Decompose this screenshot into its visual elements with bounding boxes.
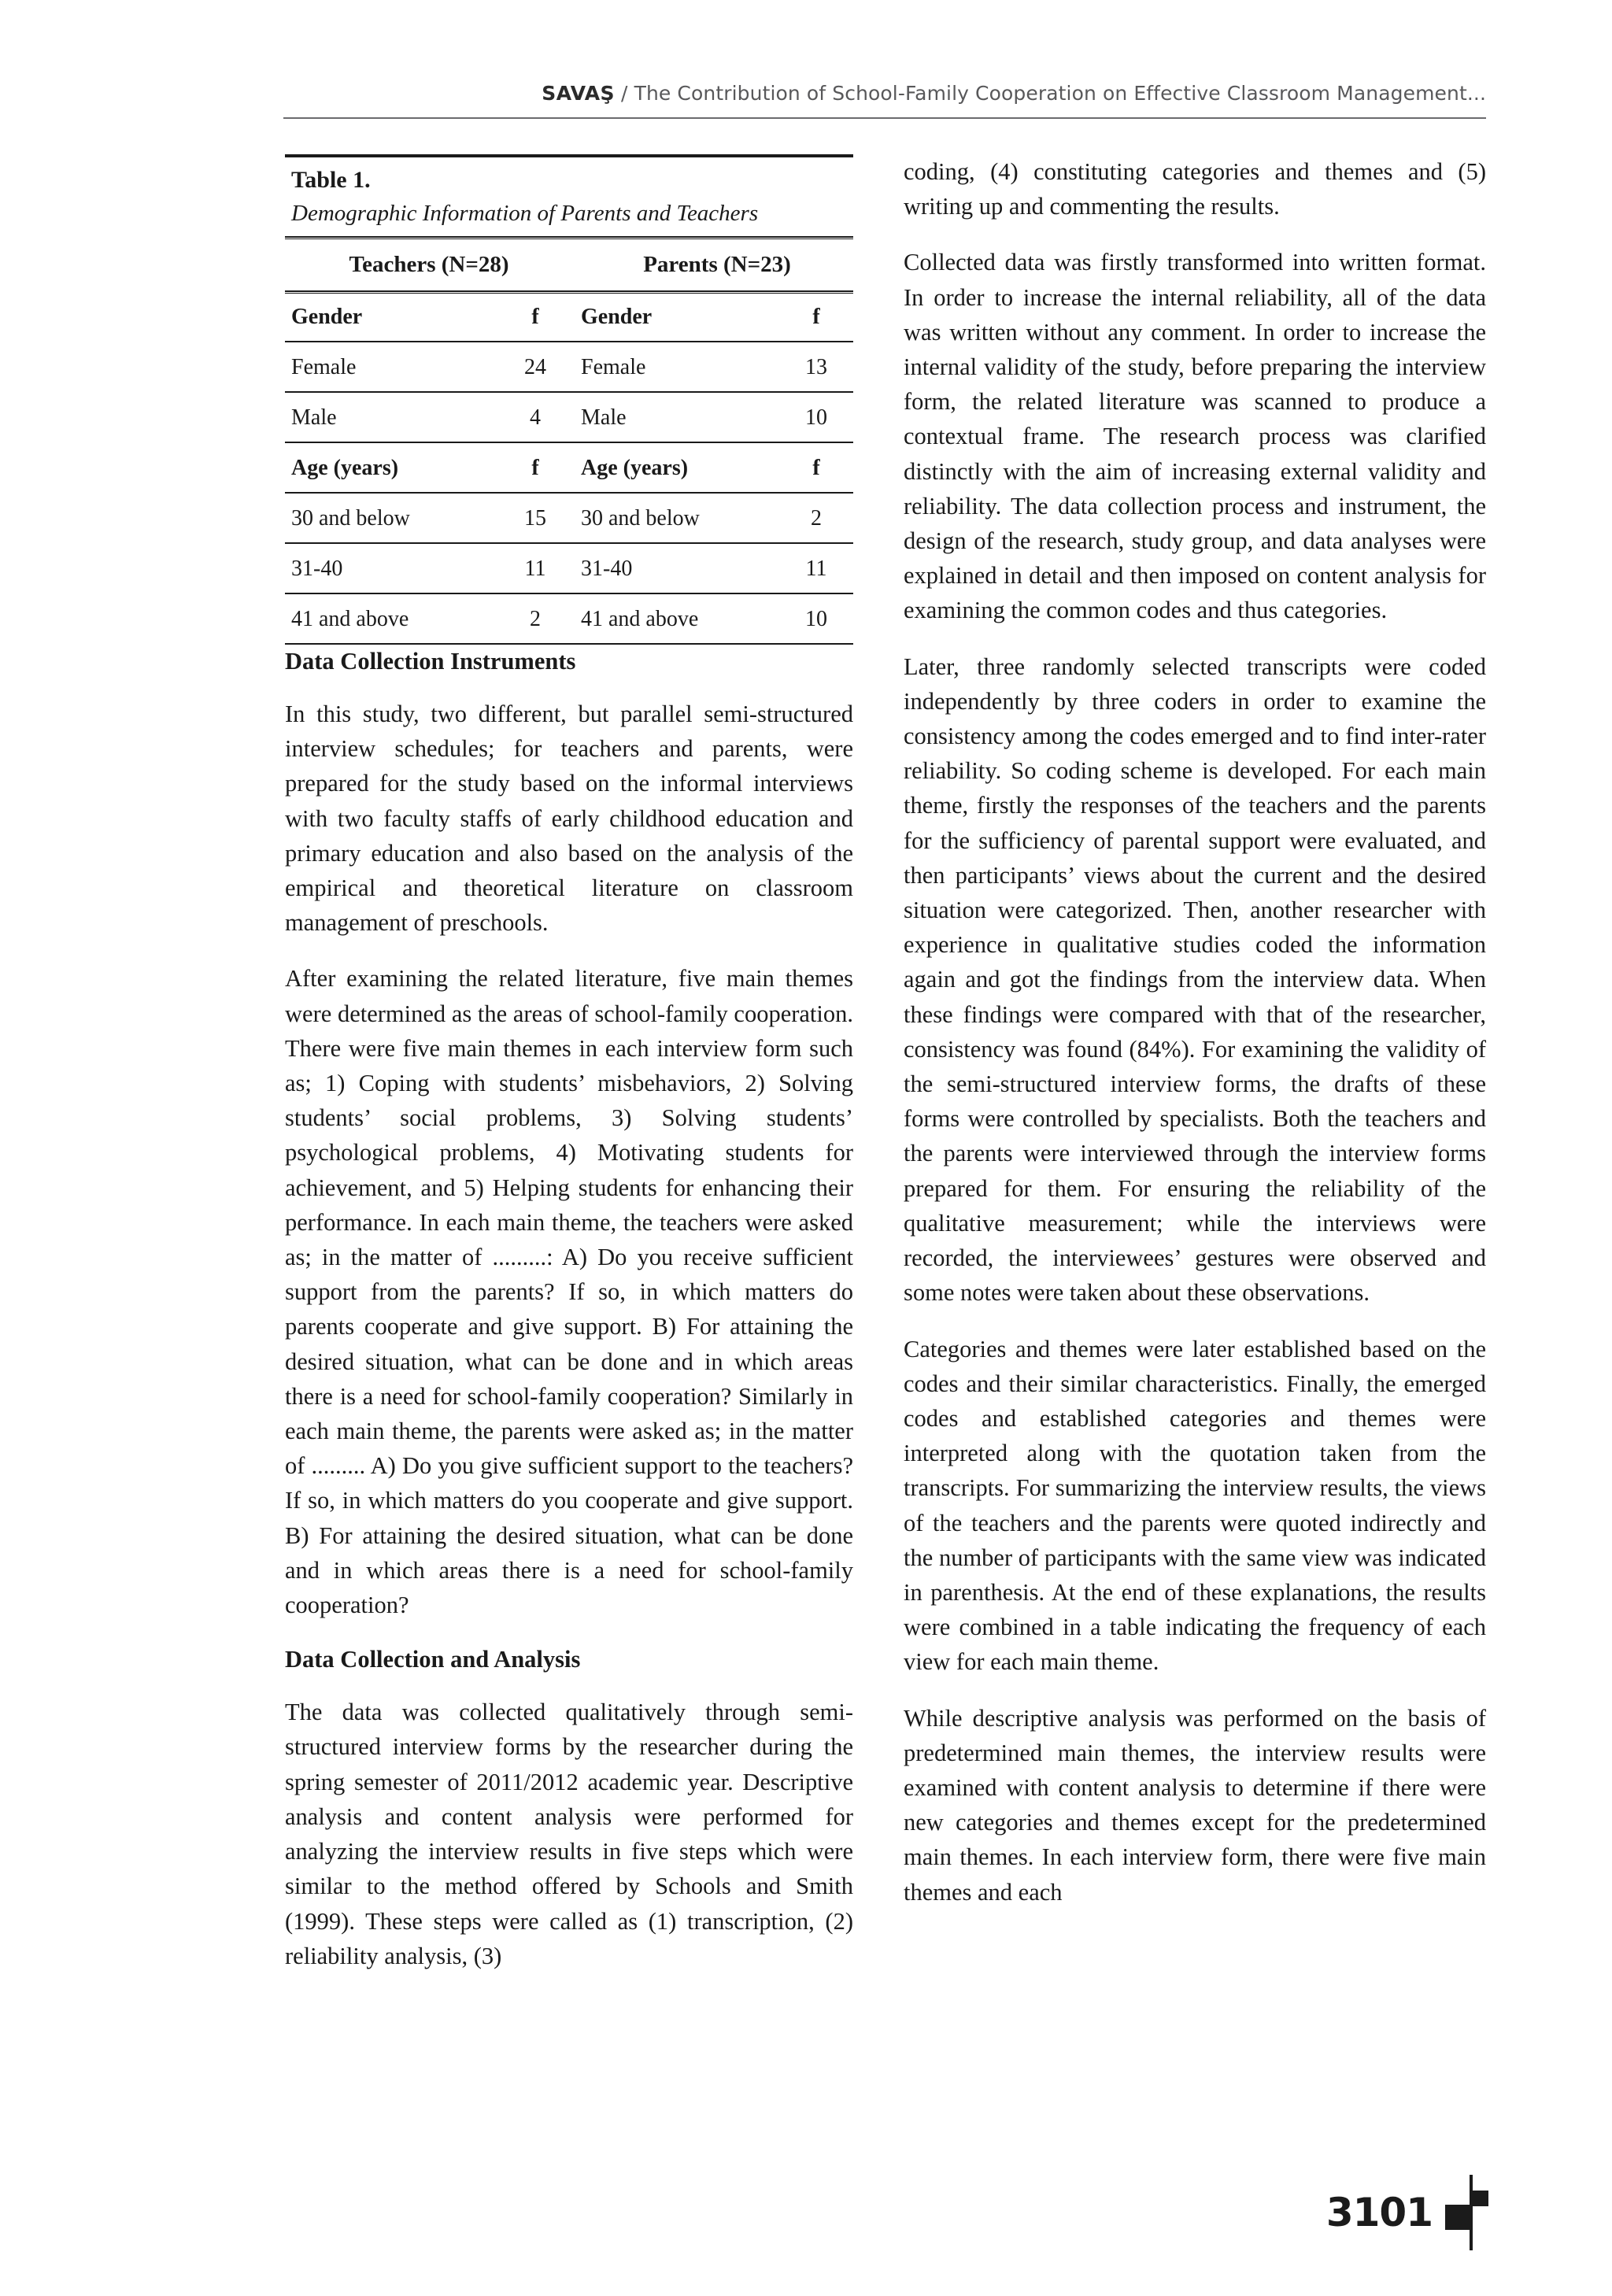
running-head-author: SAVAŞ <box>542 82 615 105</box>
running-head-title: The Contribution of School-Family Cooperation on Effective Classroom Management... <box>634 82 1486 105</box>
running-head-separator: / <box>614 82 634 105</box>
table-caption: Demographic Information of Parents and Teachers <box>291 201 759 226</box>
demographic-table <box>285 154 853 645</box>
table-row <box>285 294 853 342</box>
paragraph: In this study, two different, but parallel semi-structured interview schedules; for teachers and parents, were prepared for the study based on the informal interviews with two faculty staffs of early childhood education and primary education and also based on the analysis of the empirical and theoretical literature on classroom management of preschools. <box>285 701 853 937</box>
table-row <box>285 344 853 392</box>
cell-label: 31-40 <box>581 556 633 581</box>
running-head <box>283 82 1486 105</box>
cell-value: 11 <box>524 556 546 581</box>
cell-value: 2 <box>811 506 822 531</box>
cell-value: 15 <box>524 506 546 531</box>
table-row <box>285 495 853 543</box>
cell-label: 41 and above <box>581 607 699 631</box>
group-header-parents: Parents (N=23) <box>643 252 791 277</box>
table-group-header-row <box>285 239 853 290</box>
paragraph: Later, three randomly selected transcripts were coded independently by three coders in order to examine the consistency among the codes emerged and to find inter-rater reliability. So coding scheme is developed. For each main theme, firstly the responses of the teachers and the parents for the sufficiency of parental support were evaluated, and then participants’ views about the current and the desired situation were categorized. Then, another researcher with experience in qualitative studies coded the information again and got the findings from the interview data. When these findings were compared with that of the researcher, consistency was found (84%). For examining the validity of the semi-structured interview forms, the drafts of these forms were controlled by specialists. Both the teachers and the parents were interviewed through the interview forms prepared for them. For ensuring the reliability of the qualitative measurement; while the interviews were recorded, the interviewees’ gestures were observed and some notes were taken about these observations. <box>904 653 1486 1307</box>
cell-value: 4 <box>530 405 541 430</box>
paragraph: Collected data was firstly transformed into written format. In order to increase the internal reliability, all of the data was written without any comment. In order to increase the internal validity of the study, before preparing the interview form, the related literature was scanned to produce a contextual frame. The research process was clarified distinctly with the aim of increasing external validity and reliability. The data collection process and instrument, the design of the research, study group, and data analyses were explained in detail and then imposed on content analysis for examining the common codes and thus categories. <box>904 249 1486 624</box>
cell-label: Female <box>581 355 646 379</box>
cell-age-label-teachers: Age (years) <box>291 456 399 480</box>
cell-f-header-parents: f <box>812 305 820 329</box>
header-divider <box>283 117 1486 119</box>
cell-gender-label-parents: Gender <box>581 305 653 329</box>
cell-label: 30 and below <box>291 506 410 531</box>
table-body <box>285 294 853 643</box>
paragraph: coding, (4) constituting categories and themes and (5) writing up and commenting the results. <box>904 158 1486 220</box>
cell-label: 30 and below <box>581 506 700 531</box>
table-row <box>285 394 853 442</box>
heading-data-collection-instruments: Data Collection Instruments <box>285 648 576 675</box>
table-row <box>285 596 853 643</box>
paragraph: Categories and themes were later established based on the codes and their similar characteristics. Finally, the emerged codes and established categories and themes were interpreted along with the quotation taken from the transcripts. For summarizing the interview results, the views of the teachers and the parents were quoted indirectly and the number of participants with the same view was indicated in parenthesis. At the end of these explanations, the results were combined in a table indicating the frequency of each view for each main theme. <box>904 1335 1486 1676</box>
mark-large-square <box>1445 2205 1472 2230</box>
table-number-label: Table 1. <box>291 167 371 193</box>
cell-f-header-parents: f <box>812 456 820 480</box>
cell-value: 10 <box>805 607 827 631</box>
group-header-teachers: Teachers (N=28) <box>349 252 509 277</box>
table-row <box>285 445 853 493</box>
cell-value: 10 <box>805 405 827 430</box>
cell-value: 2 <box>530 607 541 631</box>
heading-data-collection-and-analysis: Data Collection and Analysis <box>285 1646 581 1673</box>
cell-value: 24 <box>524 355 546 379</box>
table-row <box>285 545 853 593</box>
cell-gender-label-teachers: Gender <box>291 305 363 329</box>
cell-label: 41 and above <box>291 607 409 631</box>
cell-value: 11 <box>805 556 827 581</box>
page-number: 3101 <box>1325 2190 1433 2235</box>
cell-label: Female <box>291 355 357 379</box>
journal-mark-icon <box>1445 2175 1492 2250</box>
cell-value: 13 <box>805 355 827 379</box>
cell-f-header-teachers: f <box>531 456 539 480</box>
paragraph: The data was collected qualitatively through semi-structured interview forms by the researcher during the spring semester of 2011/2012 academic year. Descriptive analysis and content analysis were performed for analyzing the interview results in five steps which were similar to the method offered by Schools and Smith (1999). These steps were called as (1) transcription, (2) reliability analysis, (3) <box>285 1699 853 1969</box>
folio <box>1326 2175 1492 2250</box>
cell-label: Male <box>291 405 337 430</box>
cell-label: Male <box>581 405 627 430</box>
paragraph: While descriptive analysis was performed on the basis of predetermined main themes, the interview results were examined with content analysis to determine if there were new categories and themes except for the predetermined main themes. In each interview form, there were five main themes and each <box>904 1704 1486 1906</box>
right-column <box>904 154 1486 1910</box>
cell-f-header-teachers: f <box>531 305 539 329</box>
mark-small-square <box>1470 2191 1488 2206</box>
paragraph: After examining the related literature, five main themes were determined as the areas of school-family cooperation. There were five main themes in each interview form such as; 1) Coping with students’ misbehaviors, 2) Solving students’ social problems, 3) Solving students’ psychological problems, 4) Motivating students for achievement, and 5) Helping students for enhancing their performance. In each main theme, the teachers were asked as; in the matter of .........: A) Do you receive sufficient support from the parents? If so, in which matters do parents cooperate and give support. B) For attaining the desired situation, what can be done and in which areas there is a need for school-family cooperation? Similarly in each main theme, the parents were asked as; in the matter of ......... A) Do you give sufficient support to the teachers? If so, in which matters do you cooperate and give support. B) For attaining the desired situation, what can be done and in which areas there is a need for school-family cooperation? <box>285 965 853 1619</box>
cell-age-label-parents: Age (years) <box>581 456 689 480</box>
cell-label: 31-40 <box>291 556 343 581</box>
left-column <box>285 154 853 1973</box>
